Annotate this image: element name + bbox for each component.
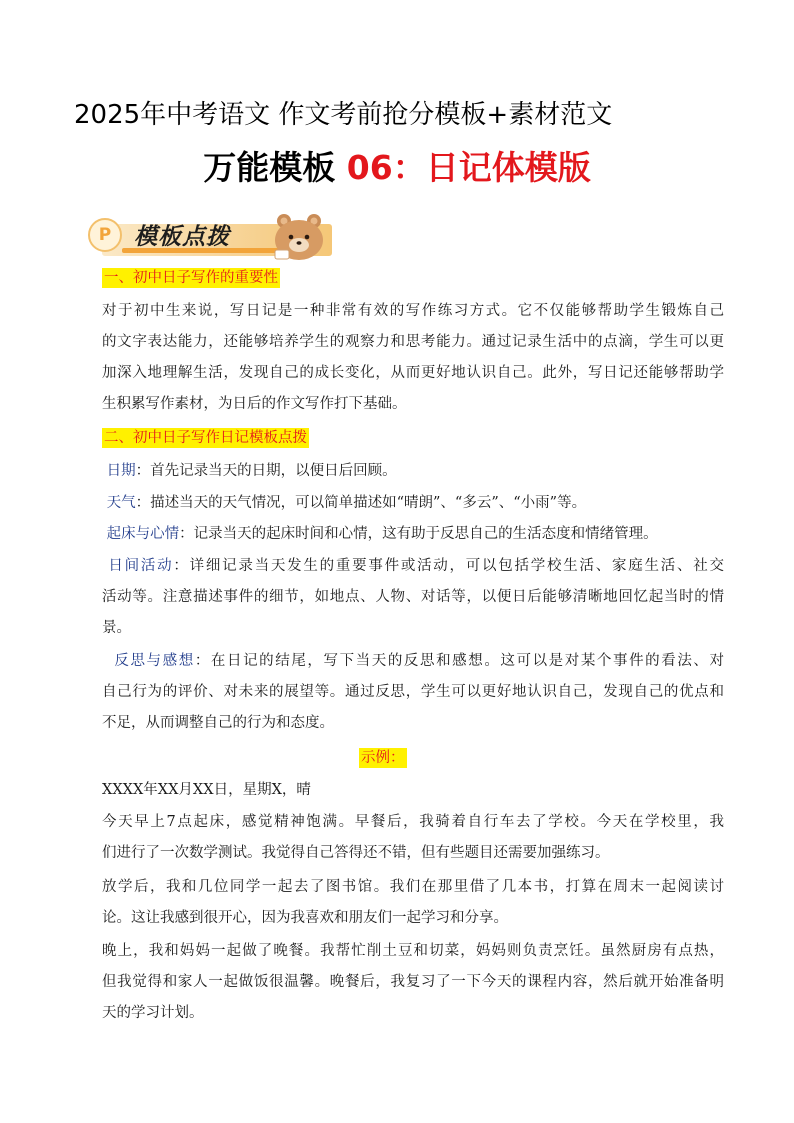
example-date-line bbox=[102, 775, 724, 806]
paragraph-line bbox=[102, 519, 724, 550]
paragraph-line: 放学后，我和几位同学一起去了图书馆。我们在那里借了几本书，打算在周末一起阅读讨 bbox=[102, 879, 724, 895]
item-label: 天气 bbox=[106, 495, 136, 511]
paragraph-line: 今天早上7点起床，感觉精神饱满。早餐后，我骑着自行车去了学校。今天在学校里，我 bbox=[102, 814, 724, 830]
item-reflection bbox=[102, 646, 724, 739]
template-title-name: 06：日记体模版 bbox=[346, 148, 591, 187]
paragraph-line: 论。这让我感到很开心，因为我喜欢和朋友们一起学习和分享。 bbox=[102, 910, 508, 926]
paragraph-line: 景。 bbox=[102, 620, 131, 636]
paragraph-line bbox=[102, 456, 724, 487]
template-title bbox=[0, 146, 794, 190]
item-text: ：描述当天的天气情况，可以简单描述如“晴朗”、“多云”、“小雨”等。 bbox=[135, 495, 587, 511]
paragraph-line: 们进行了一次数学测试。我觉得自己答得还不错，但有些题目还需要加强练习。 bbox=[102, 845, 610, 861]
paragraph-line bbox=[102, 551, 724, 582]
document-title: 2025年中考语文 作文考前抢分模板+素材范文 bbox=[74, 100, 613, 130]
item-daytime-activities bbox=[102, 551, 724, 644]
example-paragraph-2 bbox=[102, 872, 724, 934]
item-label: 日期 bbox=[106, 463, 136, 479]
item-text: ：详细记录当天发生的重要事件或活动，可以包括学校生活、家庭生活、社交 bbox=[173, 558, 725, 574]
item-text: ：首先记录当天的日期，以便日后回顾。 bbox=[135, 463, 397, 479]
section2-heading: 二、初中日子写作日记模板点拨 bbox=[104, 430, 307, 446]
paragraph-line: 晚上，我和妈妈一起做了晚餐。我帮忙削土豆和切菜，妈妈则负责烹饪。虽然厨房有点热， bbox=[102, 943, 724, 959]
item-wakeup-mood bbox=[102, 519, 724, 550]
paragraph-line: 对于初中生来说，写日记是一种非常有效的写作练习方式。它不仅能够帮助学生锻炼自己 bbox=[102, 303, 724, 319]
item-date bbox=[102, 456, 724, 487]
item-text: ：在日记的结尾，写下当天的反思和感想。这可以是对某个事件的看法、对 bbox=[194, 653, 725, 669]
example-paragraph-3 bbox=[102, 936, 724, 1029]
banner-label: 模板点拨 bbox=[134, 224, 230, 250]
paragraph-line: XXXX年XX月XX日，星期X，晴 bbox=[102, 782, 311, 798]
item-text: ：记录当天的起床时间和心情，这有助于反思自己的生活态度和情绪管理。 bbox=[179, 526, 658, 542]
paragraph-line: 加深入地理解生活，发现自己的成长变化，从而更好地认识自己。此外，写日记还能够帮助学 bbox=[102, 365, 724, 381]
paragraph-line bbox=[102, 488, 724, 519]
paragraph-line: 的文字表达能力，还能够培养学生的观察力和思考能力。通过记录生活中的点滴，学生可以更 bbox=[102, 334, 724, 350]
section1-heading: 一、初中日子写作的重要性 bbox=[104, 270, 278, 286]
item-label: 日间活动 bbox=[108, 558, 174, 574]
p-badge-icon: P bbox=[88, 218, 122, 252]
template-title-prefix: 万能模板 bbox=[203, 148, 347, 187]
paragraph-line: 生积累写作素材，为日后的作文写作打下基础。 bbox=[102, 396, 407, 412]
example-heading: 示例： bbox=[361, 750, 405, 766]
item-weather bbox=[102, 488, 724, 519]
bear-mascot-icon bbox=[270, 212, 328, 260]
paragraph-line: 但我觉得和家人一起做饭很温馨。晚餐后，我复习了一下今天的课程内容，然后就开始准备明 bbox=[102, 974, 724, 990]
paragraph-line: 活动等。注意描述事件的细节，如地点、人物、对话等，以便日后能够清晰地回忆起当时的情 bbox=[102, 589, 724, 605]
example-paragraph-1 bbox=[102, 807, 724, 869]
paragraph-line: 天的学习计划。 bbox=[102, 1005, 204, 1021]
item-label: 反思与感想 bbox=[114, 653, 195, 669]
item-label: 起床与心情 bbox=[106, 526, 180, 542]
paragraph-line: 自己行为的评价、对未来的展望等。通过反思，学生可以更好地认识自己，发现自己的优点和 bbox=[102, 684, 724, 700]
paragraph-line bbox=[102, 646, 724, 677]
paragraph-line: 不足，从而调整自己的行为和态度。 bbox=[102, 715, 334, 731]
section1-paragraph bbox=[102, 296, 724, 420]
